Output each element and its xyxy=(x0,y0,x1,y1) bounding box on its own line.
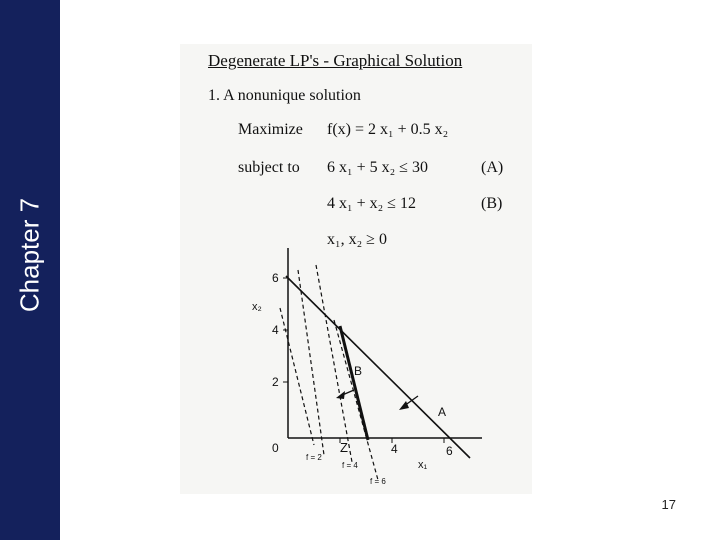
arrow-b-head xyxy=(336,391,345,399)
y-tick-label-2: 2 xyxy=(272,375,279,389)
constraint-b: 4 x₁ + x₂ ≤ 12 xyxy=(327,195,416,212)
line-b-label: B xyxy=(354,364,363,378)
objective-function: f(x) = 2 x₁ + 0.5 x₂ xyxy=(327,121,449,138)
nonnegativity-constraint: x₁, x₂ ≥ 0 xyxy=(327,231,387,248)
arrow-a-head xyxy=(399,401,409,410)
contour-f6 xyxy=(334,320,378,480)
y-tick-label-0: 0 xyxy=(272,441,279,455)
x-tick-label-4: 4 xyxy=(391,442,398,456)
item-heading: 1. A nonunique solution xyxy=(208,87,361,104)
contour-f2 xyxy=(298,270,324,455)
x-axis-label: x₁ xyxy=(418,459,428,471)
y-tick-label-4: 4 xyxy=(272,323,279,337)
contour-label-f4: f = 4 xyxy=(342,461,358,470)
constraint-a-tag: (A) xyxy=(481,159,504,176)
y-axis-label: x₂ xyxy=(252,301,262,313)
maximize-label: Maximize xyxy=(238,121,303,138)
chapter-label: Chapter 7 xyxy=(14,197,45,313)
page-number: 17 xyxy=(661,497,676,512)
contour-label-f6: f = 6 xyxy=(370,477,386,486)
feasible-region-graph xyxy=(250,240,490,490)
contour-extra xyxy=(280,308,314,445)
constraint-a-line xyxy=(286,276,470,458)
y-tick-label-6: 6 xyxy=(272,271,279,285)
subject-to-label: subject to xyxy=(238,159,300,176)
document-title: Degenerate LP's - Graphical Solution xyxy=(208,51,463,70)
line-a-label: A xyxy=(438,405,447,419)
constraint-a: 6 x₁ + 5 x₂ ≤ 30 xyxy=(327,159,428,176)
region-label: Z xyxy=(340,440,348,455)
contour-label-f2: f = 2 xyxy=(306,453,322,462)
constraint-b-tag: (B) xyxy=(481,195,503,212)
x-tick-label-6: 6 xyxy=(446,444,453,458)
sidebar xyxy=(0,0,60,540)
